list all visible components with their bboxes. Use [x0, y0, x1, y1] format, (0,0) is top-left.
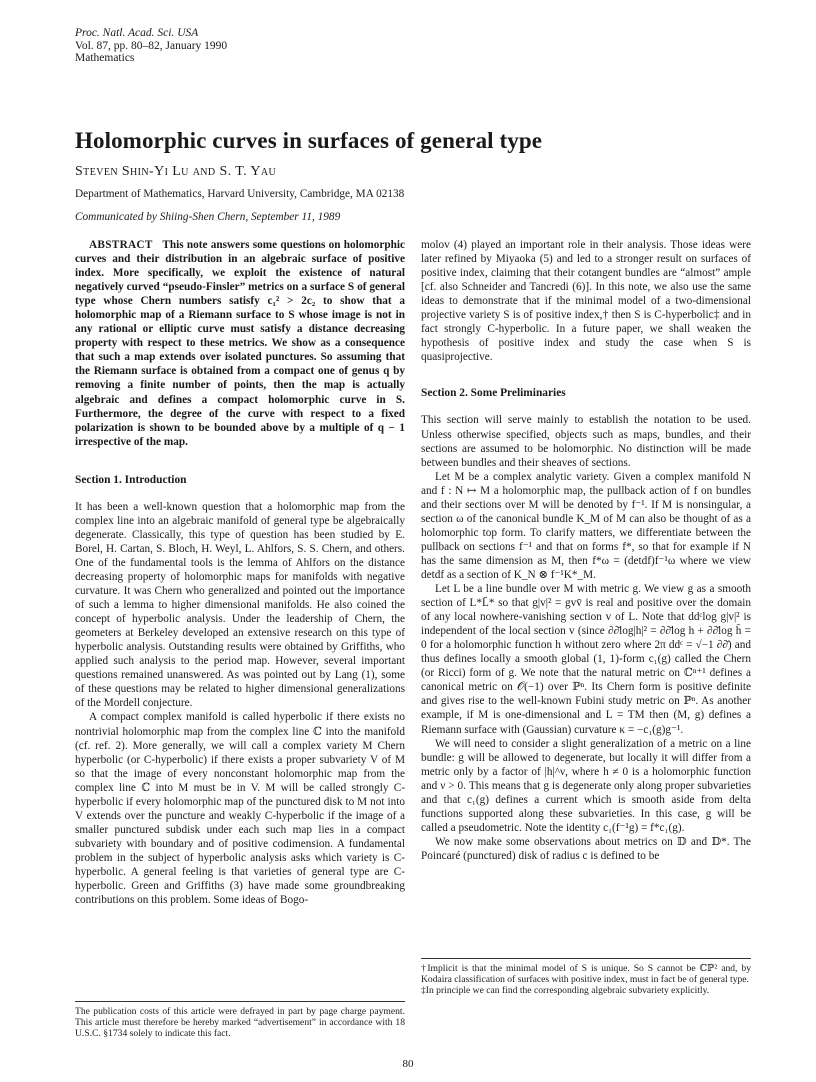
footnote-rule	[421, 958, 751, 959]
section2-paragraph-4: We will need to consider a slight generalization of a metric on a line bundle: g will be allowed to degenerate, but locally it will differ from a metric only by a factor of |h|^ν, where h ≠ 0 is a holomorphic function and ν > 0. This means that g is degenerate only along proper subvarieties and that c₁(g) defines a current which is smooth aside from delta functions supported along these subvarieties. In this case, g will be called a pseudometric. Note the identity c₁(f⁻¹g) = f*c₁(g).	[421, 737, 751, 834]
footnote-double-dagger: ‡In principle we can find the corresponding algebraic subvariety explicitly.	[421, 985, 710, 997]
section1-paragraph-1: It has been a well-known question that a holomorphic map from the complex line into an algebraic manifold of general type be algebraically degenerate. Classically, this type of question has been studied by E. Borel, H. Cartan, S. Bloch, H. Weyl, L. Ahlfors, S. S. Chern, and others. One of the fundamental tools is the lemma of Ahlfors on the distance decreasing property of holomorphic maps for manifolds with negative curvature. It was Chern who generalized and pointed out the importance of such a lemma to higher dimensional manifolds. He also coined the concept of hyperbolic analysis. Under the leadership of Chern, the geometers at Berkeley developed an extensive research on this type of hyperbolic analysis. Outstanding results were obtained by Griffiths, who applied such analysis to the period map. However, several important questions remained unanswered. As was pointed out by Lang (1), some of these questions may be related to higher dimensional generalizations of the Mordell conjecture.	[75, 500, 405, 710]
section2-paragraph-2: Let M be a complex analytic variety. Given a complex manifold N and f : N ↦ M a holomorphic map, the pullback action of f on bundles and their sections over M will be denoted by f⁻¹. If M is nonsingular, a section ω of the canonical bundle K_M of M can also be thought of as a holomorphic top form. To clarify matters, we differentiate between the pullback on sections f⁻¹ and that on forms f*, so that for example if N has the same dimension as M, then f*ω = (detdf)f⁻¹ω where we view detdf as a section of K_N ⊗ f⁻¹K*_M.	[421, 470, 751, 581]
right-footnotes	[421, 958, 751, 997]
section1-paragraph-2: A compact complex manifold is called hyperbolic if there exists no nontrivial holomorphic map from the complex line ℂ into the manifold (cf. ref. 2). More generally, we will call a complex variety M Chern hyperbolic (or C-hyperbolic) if there exists a proper subvariety V of M so that the image of every nonconstant holomorphic map from the complex line ℂ into M must be in V. M will be called strongly C-hyperbolic if every holomorphic map of the punctured disk to M not into V extends over the puncture and weakly C-hyperbolic if the image of a smaller punctured subdisk under each such map lies in a compact subvariety with boundary and of positive codimension. A fundamental problem in the subject of hyperbolic analysis asks which variety is C-hyperbolic. A general feeling is that varieties of general type are C-hyperbolic. Green and Griffiths (3) have made some groundbreaking contributions on this problem. Some ideas of Bogo-	[75, 711, 405, 907]
communicated-by: Communicated by Shiing-Shen Chern, September 11, 1989	[75, 211, 341, 223]
abstract-text: This note answers some questions on holomorphic curves and their distribution in an algebraic surface of positive index. More specifically, we exploit the existence of natural negatively curved “pseudo-Finsler” metrics on a surface S of general type whose Chern numbers satisfy c₁² > 2c₂ to show that a holomorphic map of a Riemann surface to S whose image is not in any rational or elliptic curve must satisfy a distance decreasing property with respect to these metrics. We show as a consequence that such a map extends over isolated punctures. So assuming that the Riemann surface is obtained from a compact one of genus q by removing a finite number of points, then the map is actually algebraic and defines a compact holomorphic curve in S. Furthermore, the degree of the curve with respect to a fixed polarization is shown to be bounded above by a multiple of q − 1 irrespective of the map.	[75, 239, 406, 448]
journal-name: Proc. Natl. Acad. Sci. USA	[75, 27, 199, 39]
journal-header	[75, 27, 227, 65]
left-column	[75, 238, 405, 907]
paper-title: Holomorphic curves in surfaces of general type	[75, 128, 543, 153]
authors: Steven Shin-Yi Lu and S. T. Yau	[75, 164, 277, 179]
affiliation: Department of Mathematics, Harvard University, Cambridge, MA 02138	[75, 188, 405, 200]
page-number: 80	[402, 1058, 414, 1070]
footnote-rule	[75, 1001, 405, 1002]
right-paragraph-1: molov (4) played an important role in their analysis. Those ideas were later refined by Miyaoka (5) and led to a stronger result on surfaces of positive index, claiming that their cotangent bundles are “almost” ample [cf. also Schneider and Tancredi (6)]. In this note, we also use the same ideas to demonstrate that if the minimal model of a two-dimensional projective variety S is of positive index,† then S is C-hyperbolic‡ and in fact strongly C-hyperbolic. In a future paper, we shall weaken the hypothesis of positive index and study the case when S is quasiprojective.	[421, 239, 751, 364]
section1-heading: Section 1. Introduction	[75, 473, 187, 486]
section2-paragraph-1: This section will serve mainly to establish the notation to be used. Unless otherwise specified, objects such as maps, bundles, and their sections are assumed to be holomorphic. No distinction will be made between bundles and their sheaves of sections.	[421, 414, 751, 469]
abstract-label: ABSTRACT	[89, 239, 153, 251]
section2-paragraph-3: Let L be a line bundle over M with metric g. We view g as a smooth section of L*L̄* so that g|v|² = gvv̄ is real and positive over the domain of any local nowhere-vanishing section v of L. Note that ddᶜlog g|v|² is independent of the local section v (since ∂∂̄log|h|² = ∂∂̄log h + ∂∂̄log h̄ = 0 for a holomorphic function h without zero where 2π ddᶜ = √−1 ∂∂̄) and thus defines locally a smooth global (1, 1)-form c₁(g) called the Chern (or Ricci) form of g. We note that the natural metric on ℂⁿ⁺¹ defines a canonical metric on 𝒪(−1) over ℙⁿ. Its Chern form is positive definite and gives rise to the well-known Fubini study metric on ℙⁿ. As another example, if M is one-dimensional and L = TM then (M, g) defines a Riemann surface with (Gaussian) curvature κ = −c₁(g)g⁻¹.	[421, 583, 751, 736]
publication-cost-text: The publication costs of this article were defrayed in part by page charge payment. This article must therefore be hereby marked “advertisement” in accordance with 18 U.S.C. §1734 solely to indicate this fact.	[75, 1006, 405, 1040]
section2-paragraph-5: We now make some observations about metrics on 𝔻 and 𝔻*. The Poincaré (punctured) disk of radius c is defined to be	[421, 835, 751, 862]
section2-heading: Section 2. Some Preliminaries	[421, 387, 566, 400]
journal-volume: Vol. 87, pp. 80–82, January 1990	[75, 39, 228, 52]
journal-subject: Mathematics	[75, 52, 135, 64]
publication-cost-footnote	[75, 1001, 405, 1040]
abstract	[75, 238, 405, 449]
footnote-dagger: †Implicit is that the minimal model of S is unique. So S cannot be ℂℙ² and, by Kodaira classification of surfaces with positive index, must in fact be of general type.	[421, 963, 751, 986]
right-column	[421, 238, 751, 863]
